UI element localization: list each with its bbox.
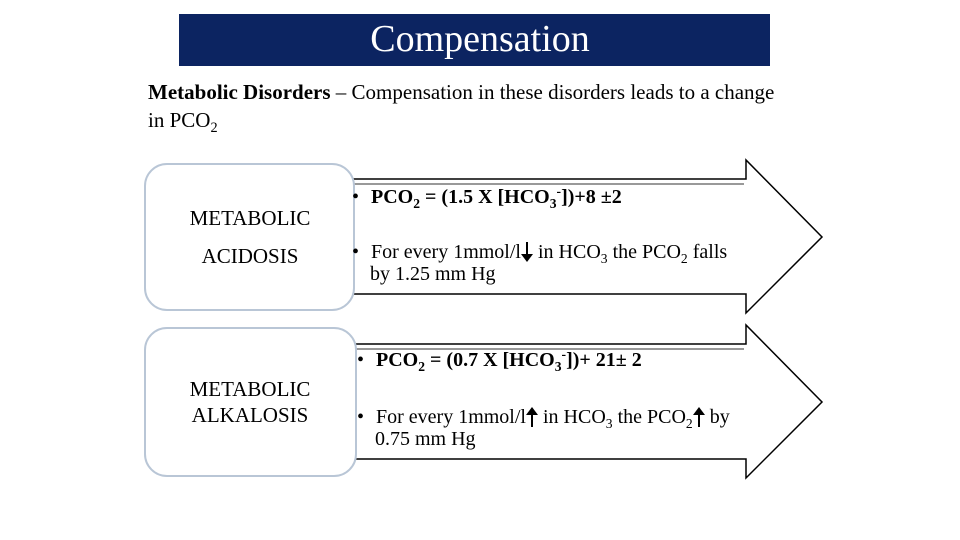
acidosis-arrow-shape xyxy=(350,160,822,313)
acidosis-label xyxy=(150,199,350,275)
alkalosis-arrow-shape xyxy=(355,325,822,478)
alkalosis-label-line2: ALKALOSIS xyxy=(191,403,309,427)
up-arrow-icon xyxy=(526,406,538,428)
alkalosis-rule: • For every 1mmol/l in $HCO_3$ the $PCO_2$ by 0.75 mm Hg xyxy=(357,406,730,450)
acidosis-rule: • For every 1mmol/l in $HCO_3$ the $PCO_2$ falls by 1.25 mm Hg xyxy=(352,241,728,285)
slide-title: Compensation xyxy=(370,18,590,60)
alkalosis-equation: • $PCO_2 = (0.7$ X $[HCO_3^-])+ 21\pm 2$ xyxy=(357,346,642,374)
intro-sub: 2 xyxy=(210,119,218,136)
acidosis-label-line2: ACIDOSIS xyxy=(201,244,299,268)
intro-bold: Metabolic Disorders xyxy=(148,80,331,104)
acidosis-equation: • $PCO_2 = (1.5$ X $[HCO_3^-])+8 \pm 2$ xyxy=(352,183,622,211)
alkalosis-label-line1: METABOLIC xyxy=(189,377,311,401)
alkalosis-label xyxy=(150,376,350,428)
acidosis-label-line1: METABOLIC xyxy=(189,206,311,230)
down-arrow-icon xyxy=(521,241,533,263)
up-arrow-icon xyxy=(693,406,705,428)
intro-rest: – Compensation in these disorders leads to a change in PCO xyxy=(148,80,775,132)
